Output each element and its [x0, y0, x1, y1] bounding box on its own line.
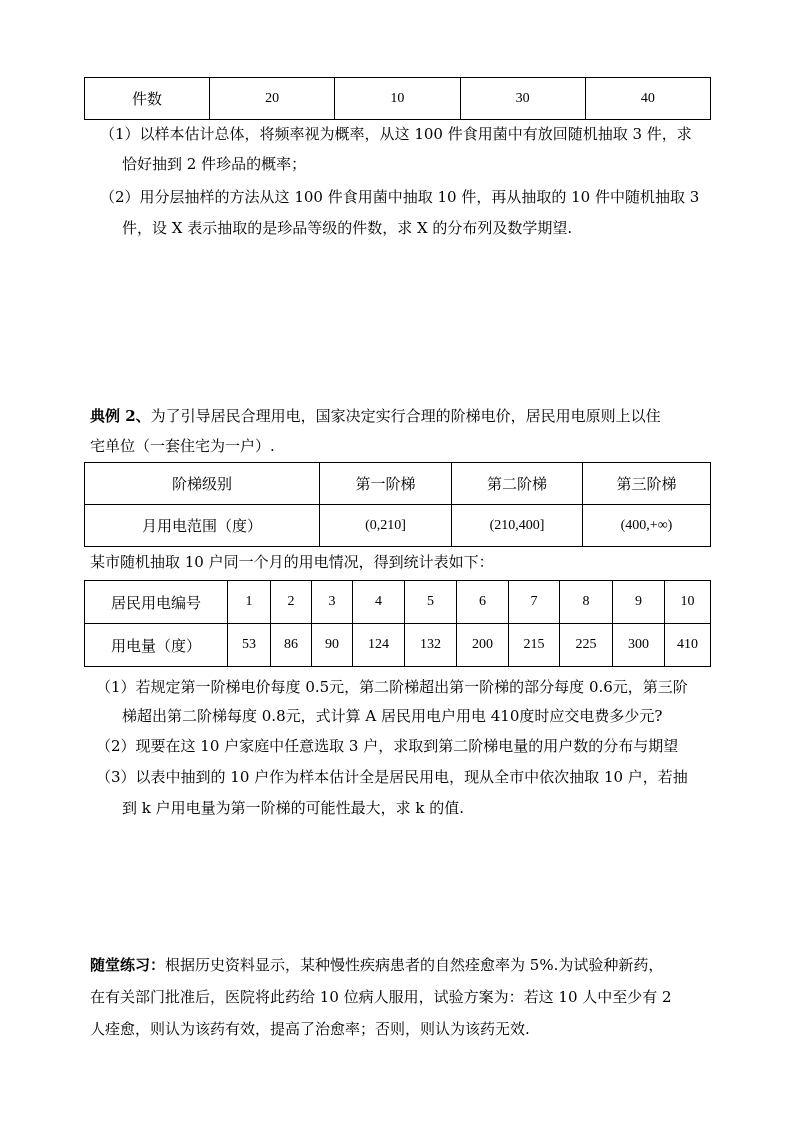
id-cell: 6	[457, 581, 509, 624]
tier-header: 第二阶梯	[452, 463, 583, 505]
count-cell: 20	[210, 78, 335, 120]
tier-header: 第一阶梯	[320, 463, 452, 505]
range-cell: (0,210]	[320, 505, 452, 547]
tier-header: 第三阶梯	[583, 463, 711, 505]
usage-cell: 124	[353, 624, 405, 667]
e2-question-1-line-2: 梯超出第二阶梯每度 0.8元，式计算 A 居民用电户用电 410度时应交电费多少元?	[122, 707, 663, 725]
practice-text: 根据历史资料显示，某种慢性疾病患者的自然痊愈率为 5%.为试验种新药，	[165, 956, 664, 974]
id-label: 居民用电编号	[85, 581, 228, 624]
usage-cell: 225	[560, 624, 613, 667]
tier-table	[84, 462, 711, 547]
count-label: 件数	[85, 78, 210, 120]
example-2-text: 为了引导居民合理用电，国家决定实行合理的阶梯电价，居民用电原则上以住	[150, 407, 661, 425]
usage-cell: 132	[405, 624, 457, 667]
id-cell: 9	[613, 581, 665, 624]
usage-cell: 86	[271, 624, 312, 667]
id-cell: 3	[312, 581, 353, 624]
id-cell: 10	[665, 581, 711, 624]
usage-cell: 410	[665, 624, 711, 667]
practice-line-3: 人痊愈，则认为该药有效，提高了治愈率；否则，则认为该药无效.	[90, 1020, 530, 1038]
question-2-line-1: （2）用分层抽样的方法从这 100 件食用菌中抽取 10 件，再从抽取的 10 件中随机抽取 3	[100, 188, 700, 206]
example-2-line-2: 宅单位（一套住宅为一户）.	[90, 437, 275, 455]
id-cell: 4	[353, 581, 405, 624]
count-cell: 40	[585, 78, 710, 120]
range-label: 月用电范围（度）	[85, 505, 320, 547]
id-cell: 2	[271, 581, 312, 624]
count-cell: 30	[460, 78, 585, 120]
question-1-line-1: （1）以样本估计总体，将频率视为概率，从这 100 件食用菌中有放回随机抽取 3 件，求	[100, 125, 692, 143]
usage-cell: 200	[457, 624, 509, 667]
count-cell: 10	[335, 78, 460, 120]
question-2-line-2: 件，设 X 表示抽取的是珍品等级的件数，求 X 的分布列及数学期望.	[122, 219, 573, 237]
usage-cell: 53	[228, 624, 271, 667]
example-2-label: 典例 2、	[90, 407, 151, 425]
e2-question-3-line-2: 到 k 户用电量为第一阶梯的可能性最大，求 k 的值.	[122, 799, 465, 817]
example-2-line-1	[90, 405, 661, 427]
usage-cell: 90	[312, 624, 353, 667]
survey-text: 某市随机抽取 10 户同一个月的用电情况，得到统计表如下：	[90, 553, 494, 571]
practice-line-2: 在有关部门批准后，医院将此药给 10 位病人服用，试验方案为：若这 10 人中至少有 2	[90, 988, 672, 1006]
id-cell: 8	[560, 581, 613, 624]
range-cell: (210,400]	[452, 505, 583, 547]
e2-question-2-line-1: （2）现要在这 10 户家庭中任意选取 3 户，求取到第二阶梯电量的用户数的分布与期望	[96, 737, 679, 755]
question-1-line-2: 恰好抽到 2 件珍品的概率；	[122, 155, 307, 173]
e2-question-1-line-1: （1）若规定第一阶梯电价每度 0.5元，第二阶梯超出第一阶梯的部分每度 0.6元，第三阶	[96, 678, 688, 696]
usage-table	[84, 580, 711, 667]
e2-question-3-line-1: （3）以表中抽到的 10 户作为样本估计全是居民用电，现从全市中依次抽取 10 户，若抽	[96, 768, 688, 786]
usage-cell: 215	[509, 624, 560, 667]
id-cell: 1	[228, 581, 271, 624]
range-cell: (400,+∞)	[583, 505, 711, 547]
count-table	[84, 77, 711, 120]
usage-label: 用电量（度）	[85, 624, 228, 667]
id-cell: 5	[405, 581, 457, 624]
tier-header: 阶梯级别	[85, 463, 320, 505]
id-cell: 7	[509, 581, 560, 624]
practice-label: 随堂练习：	[90, 956, 166, 974]
usage-cell: 300	[613, 624, 665, 667]
practice-line-1	[90, 954, 663, 976]
